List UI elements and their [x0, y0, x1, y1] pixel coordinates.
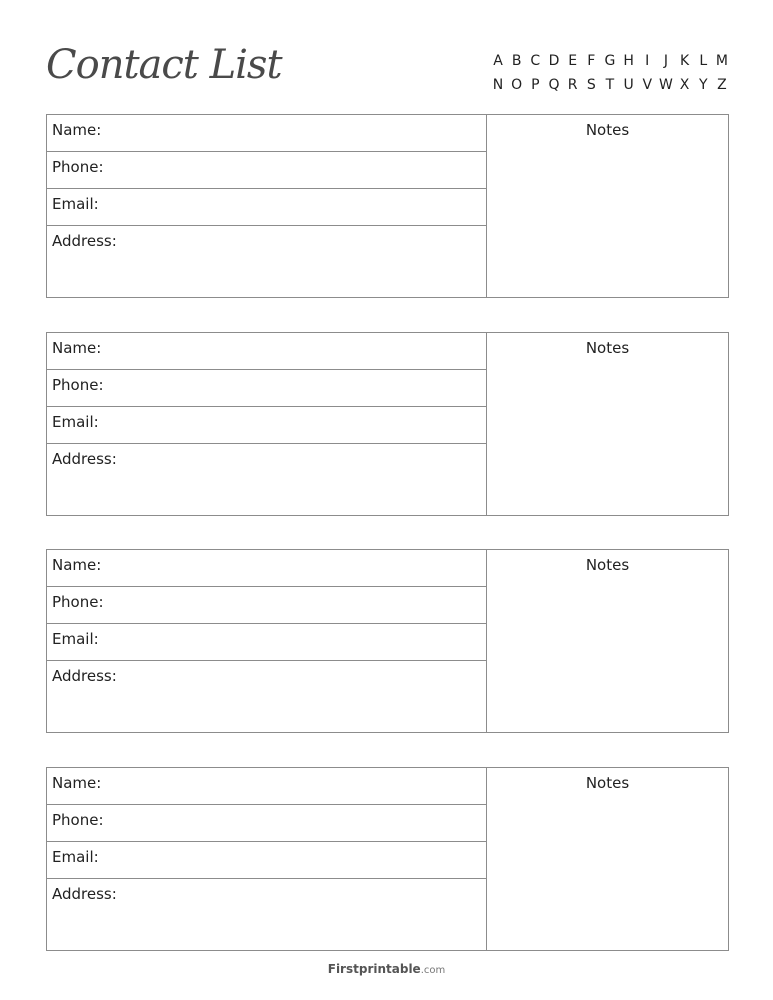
- alphabet-letter[interactable]: R: [567, 77, 578, 93]
- phone-field[interactable]: Phone:: [47, 805, 486, 842]
- alphabet-letter[interactable]: X: [679, 77, 690, 93]
- alphabet-letter[interactable]: Q: [548, 77, 560, 93]
- name-field[interactable]: Name:: [47, 115, 486, 152]
- contact-card: [46, 114, 729, 298]
- alphabet-letter[interactable]: E: [568, 53, 578, 69]
- notes-area[interactable]: Notes: [585, 556, 630, 574]
- alphabet-letter[interactable]: M: [715, 53, 728, 69]
- alphabet-letter[interactable]: Y: [698, 77, 708, 93]
- alphabet-letter[interactable]: T: [605, 77, 615, 93]
- alphabet-index: [490, 52, 730, 100]
- page-title: Contact List: [46, 42, 282, 88]
- name-field[interactable]: Name:: [47, 550, 486, 587]
- footer-credit: [0, 962, 773, 976]
- alphabet-letter[interactable]: W: [658, 77, 673, 93]
- phone-field[interactable]: Phone:: [47, 152, 486, 189]
- address-field[interactable]: Address:: [52, 450, 117, 468]
- alphabet-letter[interactable]: Z: [717, 77, 727, 93]
- contact-fields: [47, 115, 487, 297]
- alphabet-letter[interactable]: F: [587, 53, 596, 69]
- alphabet-letter[interactable]: U: [623, 77, 634, 93]
- alphabet-letter[interactable]: P: [531, 77, 540, 93]
- notes-area[interactable]: Notes: [585, 339, 630, 357]
- address-field[interactable]: Address:: [52, 667, 117, 685]
- email-field[interactable]: Email:: [47, 842, 486, 879]
- phone-field[interactable]: Phone:: [47, 370, 486, 407]
- alphabet-letter[interactable]: C: [530, 53, 541, 69]
- alphabet-letter[interactable]: J: [663, 53, 668, 69]
- alphabet-letter[interactable]: G: [604, 53, 616, 69]
- footer-brand: Firstprintable: [327, 962, 421, 976]
- footer-domain: .com: [420, 965, 446, 976]
- alphabet-letter[interactable]: D: [548, 53, 560, 69]
- contact-card: [46, 549, 729, 733]
- phone-field[interactable]: Phone:: [47, 587, 486, 624]
- alphabet-letter[interactable]: K: [679, 53, 690, 69]
- alphabet-letter[interactable]: A: [493, 53, 503, 69]
- contact-card: [46, 332, 729, 516]
- name-field[interactable]: Name:: [47, 768, 486, 805]
- contact-fields: [47, 550, 487, 732]
- notes-area[interactable]: Notes: [585, 774, 630, 792]
- alphabet-letter[interactable]: I: [645, 53, 650, 69]
- alphabet-letter[interactable]: V: [642, 77, 653, 93]
- name-field[interactable]: Name:: [47, 333, 486, 370]
- alphabet-letter[interactable]: O: [511, 77, 523, 93]
- alphabet-letter[interactable]: S: [586, 77, 596, 93]
- alphabet-row-2: [490, 76, 730, 100]
- contact-fields: [47, 768, 487, 950]
- email-field[interactable]: Email:: [47, 189, 486, 226]
- alphabet-letter[interactable]: H: [623, 53, 634, 69]
- email-field[interactable]: Email:: [47, 407, 486, 444]
- address-field[interactable]: Address:: [52, 232, 117, 250]
- alphabet-letter[interactable]: N: [492, 77, 504, 93]
- email-field[interactable]: Email:: [47, 624, 486, 661]
- contact-card: [46, 767, 729, 951]
- alphabet-row-1: [490, 52, 730, 76]
- alphabet-letter[interactable]: L: [699, 53, 708, 69]
- notes-area[interactable]: Notes: [585, 121, 630, 139]
- contact-fields: [47, 333, 487, 515]
- alphabet-letter[interactable]: B: [511, 53, 522, 69]
- address-field[interactable]: Address:: [52, 885, 117, 903]
